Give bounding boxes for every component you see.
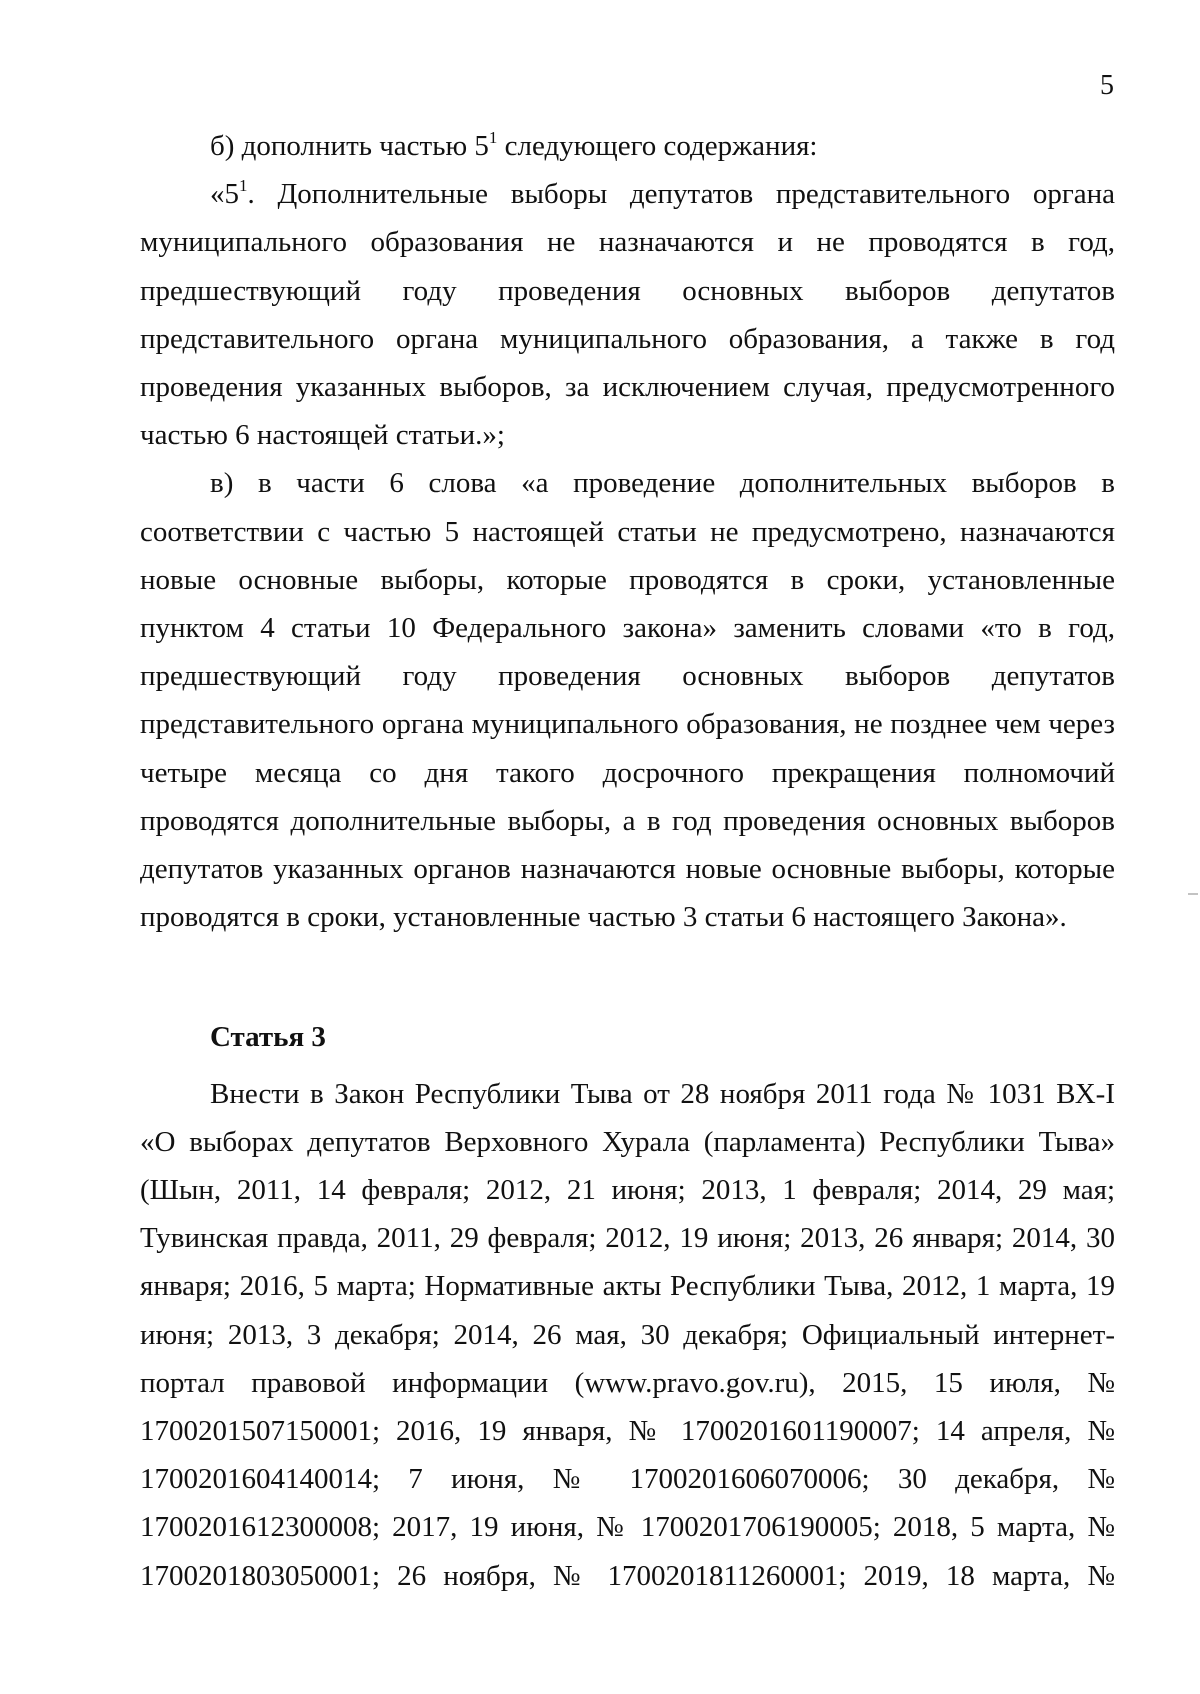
- article-3-body: Внести в Закон Республики Тыва от 28 ноября 2011 года № 1031 ВХ-I «О выборах депутатов Верховного Хурала (парламента) Республики Тыва» (Шын, 2011, 14 февраля; 2012, 21 июня; 2013, 1 февраля; 2014, 29 мая; Тувинская правда, 2011, 29 февраля; 2012, 19 июня; 2013, 26 января; 2014, 30 января; 2016, 5 марта; Нормативные акты Республики Тыва, 2012, 1 марта, 19 июня; 2013, 3 декабря; 2014, 26 мая, 30 декабря; Официальный интернет-портал правовой информации (www.pravo.gov.ru), 2015, 15 июля, № 1700201507150001; 2016, 19 января, № 1700201601190007; 14 апреля, № 1700201604140014; 7 июня, № 1700201606070006; 30 декабря, № 1700201612300008; 2017, 19 июня, № 1700201706190005; 2018, 5 марта, № 1700201803050001; 26 ноября, № 1700201811260001; 2019, 18 марта, №: [140, 1077, 1115, 1592]
- page-number: 5: [1100, 70, 1114, 101]
- quoted-part-prefix: «5: [210, 178, 239, 211]
- item-b-prefix: б) дополнить частью 5: [210, 130, 489, 162]
- document-body: [140, 122, 1115, 1600]
- quoted-part-text: . Дополнительные выборы депутатов представительного органа муниципального образования не назначаются и не проводятся в год, предшествующий году проведения основных выборов депутатов представительного органа муниципального образования, а также в год проведения указанных выборов, за исключением случая, предусмотренного частью 6 настоящей статьи.»;: [140, 178, 1115, 452]
- quoted-part-superscript: 1: [239, 176, 248, 196]
- item-b-paragraph: [140, 122, 1115, 170]
- item-b-superscript: 1: [488, 128, 498, 147]
- item-v-paragraph: в) в части 6 слова «а проведение дополнительных выборов в соответствии с частью 5 настоящей статьи не предусмотрено, назначаются новые основные выборы, которые проводятся в сроки, установленные пунктом 4 статьи 10 Федерального закона» заменить словами «то в год, предшествующий году проведения основных выборов депутатов представительного органа муниципального образования, не позднее чем через четыре месяца со дня такого досрочного прекращения полномочий проводятся дополнительные выборы, а в год проведения основных выборов депутатов указанных органов назначаются новые основные выборы, которые проводятся в сроки, установленные частью 3 статьи 6 настоящего Закона».: [140, 467, 1115, 934]
- item-b-suffix: следующего содержания:: [497, 130, 818, 162]
- scan-edge-mark: [1188, 893, 1198, 895]
- article-3-heading: Статья 3: [210, 1021, 326, 1054]
- quoted-part-paragraph: [140, 170, 1115, 459]
